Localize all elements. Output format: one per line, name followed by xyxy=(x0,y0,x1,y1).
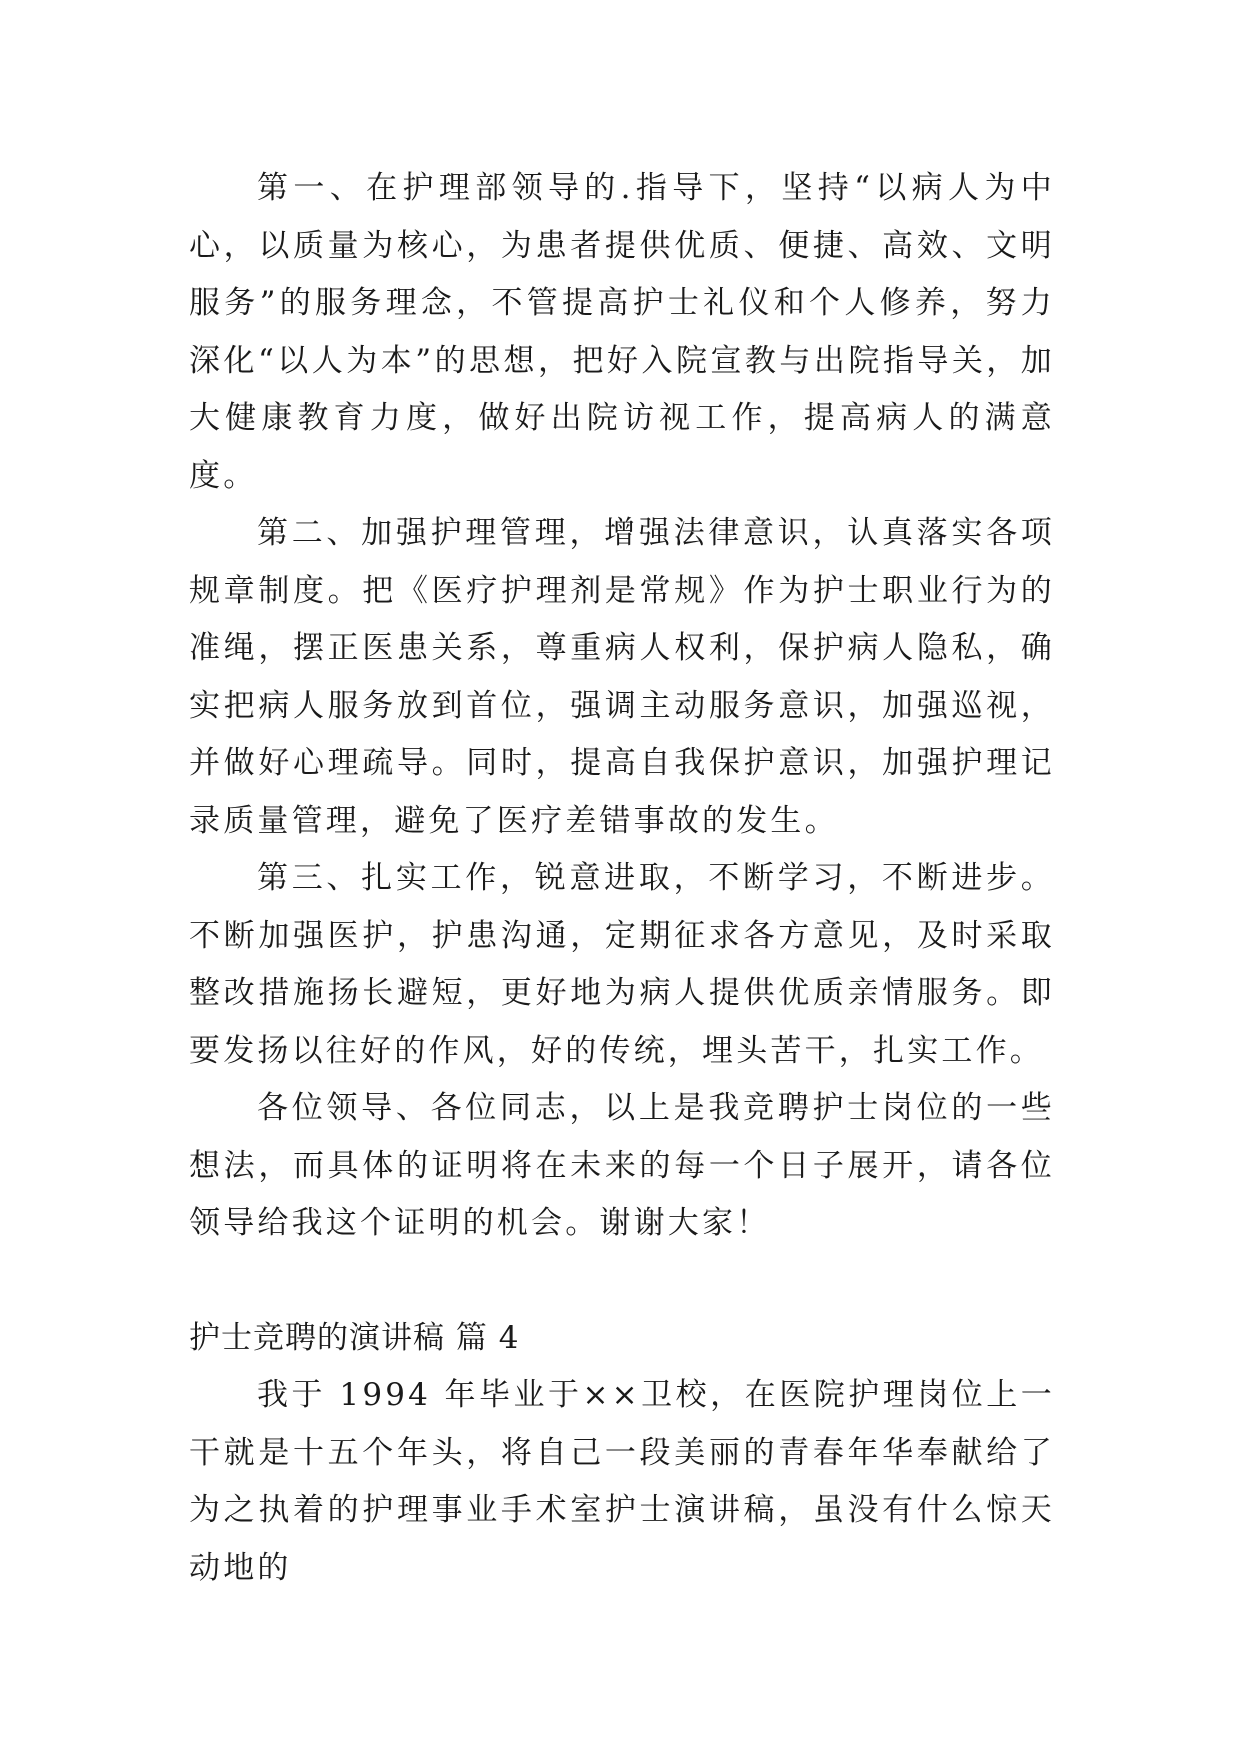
paragraph-point-three: 第三、扎实工作，锐意进取，不断学习，不断进步。不断加强医护，护患沟通，定期征求各方意见，及时采取整改措施扬长避短，更好地为病人提供优质亲情服务。即要发扬以往好的作风，好的传统，埋头苦干，扎实工作。 xyxy=(189,860,1055,1069)
paragraph-point-one: 第一、在护理部领导的.指导下，坚持“以病人为中心，以质量为核心，为患者提供优质、便捷、高效、文明服务”的服务理念，不管提高护士礼仪和个人修养，努力深化“以人为本”的思想，把好入院宣教与出院指导关，加大健康教育力度，做好出院访视工作，提高病人的满意度。 xyxy=(189,170,1055,494)
paragraph-point-two: 第二、加强护理管理，增强法律意识，认真落实各项规章制度。把《医疗护理剂是常规》作为护士职业行为的准绳，摆正医患关系，尊重病人权利，保护病人隐私，确实把病人服务放到首位，强调主动服务意识，加强巡视，并做好心理疏导。同时，提高自我保护意识，加强护理记录质量管理，避免了医疗差错事故的发生。 xyxy=(189,515,1055,839)
paragraph-closing: 各位领导、各位同志，以上是我竞聘护士岗位的一些想法，而具体的证明将在未来的每一个日子展开，请各位领导给我这个证明的机会。谢谢大家！ xyxy=(189,1090,1055,1241)
body-text-lower xyxy=(189,1367,1055,1597)
body-text-upper xyxy=(189,160,1055,1253)
section-heading: 护士竞聘的演讲稿 篇 4 xyxy=(189,1320,520,1356)
paragraph-intro: 我于 1994 年毕业于××卫校，在医院护理岗位上一干就是十五个年头，将自己一段美丽的青春年华奉献给了为之执着的护理事业手术室护士演讲稿，虽没有什么惊天动地的 xyxy=(189,1377,1055,1586)
